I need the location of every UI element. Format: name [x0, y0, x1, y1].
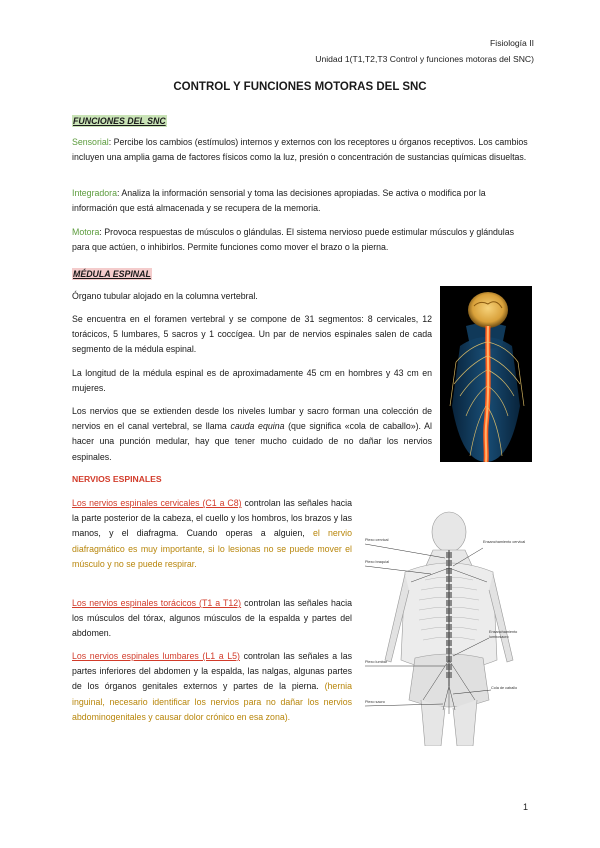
- medula-p4-b: (que significa «cola de caballo»). Al hacer una punción medular, hay que tener mucho cuidado de no dañar los nervios espinales.: [72, 421, 432, 462]
- cervical-paragraph: [72, 496, 352, 572]
- label-ensanchamiento-cervical: Ensanchamiento cervical: [483, 540, 526, 544]
- label-plexo-cervical: Plexo cervical: [365, 538, 389, 542]
- label-ensanchamiento-lumbosacro: Ensanchamiento lumbosacro: [489, 630, 518, 639]
- text-sensorial: : Percibe los cambios (estímulos) internos y externos con los receptores u órganos receptivos. Los cambios incluyen una amplia gama de factores físicos como la luz, presión o concentración de sustancias químicas disueltas.: [72, 137, 528, 163]
- lumbar-link[interactable]: Los nervios espinales lumbares (L1 a L5): [72, 651, 240, 661]
- medula-p1: Órgano tubular alojado en la columna vertebral.: [72, 291, 258, 301]
- unit-name: Unidad 1(T1,T2,T3 Control y funciones motoras del SNC): [315, 54, 534, 64]
- label-cola-de-caballo: Cola de caballo: [491, 686, 518, 690]
- section-heading-medula: MÉDULA ESPINAL: [73, 269, 151, 279]
- section-medula: [72, 264, 152, 282]
- section-heading-nervios: NERVIOS ESPINALES: [72, 474, 162, 484]
- cervical-link[interactable]: Los nervios espinales cervicales (C1 a C8): [72, 498, 242, 508]
- label-plexo-lumbar: Plexo lumbar: [365, 660, 388, 664]
- term-integradora: Integradora: [72, 188, 117, 198]
- thoracic-paragraph: [72, 596, 352, 642]
- term-sensorial: Sensorial: [72, 137, 109, 147]
- section-funciones: [72, 111, 167, 129]
- medula-p3: La longitud de la médula espinal es de aproximadamente 45 cm en hombres y 43 cm en mujeres.: [72, 368, 432, 394]
- text-motora: : Provoca respuestas de músculos o glándulas. El sistema nervioso puede estimular músculos y glándulas para que actúen, o inhibirlos. Permite funciones como mover el brazo o la pierna.: [72, 227, 515, 253]
- medula-p4-a: Los nervios que se extienden desde los niveles lumbar y sacro forman una colección de nervios en el canal vertebral, se llama: [72, 406, 432, 432]
- lumbar-note: (hernia inguinal, necesario identificar los nervios para no dañar los nervios abdominogenitales y causar dolor crónico en esa zona).: [72, 681, 352, 722]
- label-plexo-braquial: Plexo braquial: [365, 560, 390, 564]
- page-title: CONTROL Y FUNCIONES MOTORAS DEL SNC: [173, 81, 427, 93]
- text-integradora: : Analiza la información sensorial y toma las decisiones apropiadas. Se activa o modifica por la información que está almacenada y se recupera de la memoria.: [72, 188, 486, 214]
- page-number: 1: [522, 802, 528, 812]
- item-motora: [72, 225, 530, 255]
- medula-p4-em: cauda equina: [230, 421, 285, 432]
- cervical-text: controlan las señales hacia la parte posterior de la cabeza, el cuello y los hombros, los brazos y las manos, y el diafragma. Cuando operas a alguien,: [72, 498, 352, 539]
- spinal-nerves-figure: [365, 510, 533, 746]
- lumbar-paragraph: [72, 649, 352, 725]
- label-plexo-sacro: Plexo sacro: [365, 700, 385, 704]
- nervous-system-figure: [440, 286, 532, 462]
- section-heading-funciones: FUNCIONES DEL SNC: [73, 116, 166, 126]
- cervical-note: el nervio diafragmático es muy importante, si lo lesionas no se puede mover el músculo y no se puede respirar.: [72, 528, 352, 569]
- medula-p2: Se encuentra en el foramen vertebral y se compone de 31 segmentos: 8 cervicales, 12 torácicos, 5 lumbares, 5 sacros y 1 coccígea. Un par de nervios espinales salen de cada segmento de la médula espinal.: [72, 314, 432, 355]
- term-motora: Motora: [72, 227, 100, 237]
- course-name: Fisiología II: [490, 38, 534, 48]
- thoracic-text: controlan las señales hacia los músculos del tórax, algunos músculos de la espalda y partes del abdomen.: [72, 598, 353, 639]
- item-integradora: [72, 186, 530, 216]
- thoracic-link[interactable]: Los nervios espinales torácicos (T1 a T12): [72, 598, 242, 608]
- medula-p4: [72, 404, 432, 465]
- lumbar-text: controlan las señales a las partes inferiores del abdomen y la espalda, las nalgas, algunas partes de los órganos genitales externos y partes de la pierna.: [72, 651, 352, 692]
- item-sensorial: [72, 135, 530, 165]
